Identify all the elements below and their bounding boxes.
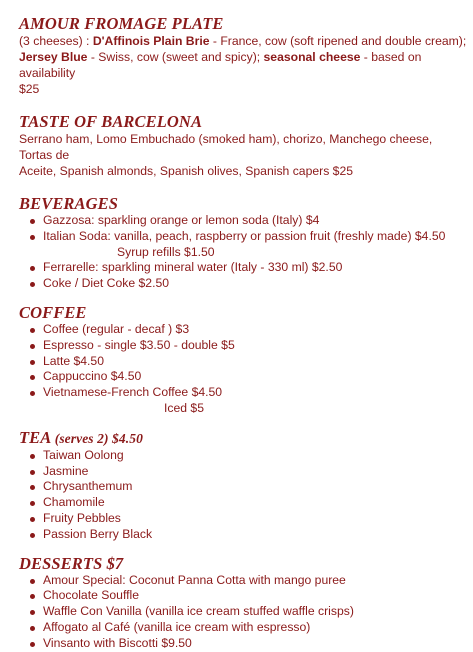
- tea-list: [19, 448, 467, 543]
- list-item: Latte $4.50: [19, 354, 467, 370]
- section-amour-fromage: [19, 14, 467, 97]
- section-title-beverages: BEVERAGES: [19, 194, 119, 213]
- section-taste-of-barcelona: [19, 112, 467, 179]
- amour-line-2: [19, 49, 467, 81]
- tea-title: TEA: [19, 427, 51, 447]
- list-item: Fruity Pebbles: [19, 511, 467, 527]
- coffee-list: [19, 322, 467, 417]
- list-item: Chocolate Souffle: [19, 588, 467, 604]
- list-item: Cappuccino $4.50: [19, 369, 467, 385]
- section-title-tea: [19, 428, 467, 448]
- amour-line-1: [19, 33, 467, 49]
- barcelona-line-1: Serrano ham, Lomo Embuchado (smoked ham), chorizo, Manchego cheese, Tortas de: [19, 132, 433, 162]
- section-title-barcelona: TASTE OF BARCELONA: [19, 112, 203, 131]
- list-item: Passion Berry Black: [19, 527, 467, 543]
- list-item: Chrysanthemum: [19, 479, 467, 495]
- section-desserts: [19, 554, 467, 652]
- section-tea: [19, 428, 467, 543]
- list-item: Italian Soda: vanilla, peach, raspberry or passion fruit (freshly made) $4.50: [19, 229, 467, 245]
- list-item: Affogato al Café (vanilla ice cream with espresso): [19, 620, 467, 636]
- amour-jersey-desc: - Swiss, cow (sweet and spicy);: [87, 50, 264, 64]
- list-item: Gazzosa: sparkling orange or lemon soda (Italy) $4: [19, 213, 467, 229]
- section-title-coffee: COFFEE: [19, 302, 87, 322]
- section-title-amour: AMOUR FROMAGE PLATE: [19, 14, 224, 33]
- beverages-list: [19, 213, 467, 292]
- desserts-list: [19, 573, 467, 652]
- iced-coffee-note: Iced $5: [164, 400, 204, 415]
- menu-page: [19, 14, 467, 652]
- barcelona-line-2: Aceite, Spanish almonds, Spanish olives, Spanish capers $25: [19, 164, 354, 178]
- list-item: Vietnamese-French Coffee $4.50: [19, 385, 467, 401]
- list-item: Coke / Diet Coke $2.50: [19, 276, 467, 292]
- amour-seasonal-desc: - based on availability: [19, 50, 422, 80]
- amour-cheese-count: (3 cheeses) :: [19, 34, 93, 48]
- list-item: Waffle Con Vanilla (vanilla ice cream stuffed waffle crisps): [19, 604, 467, 620]
- list-item: Vinsanto with Biscotti $9.50: [19, 636, 467, 652]
- amour-cheese-seasonal: seasonal cheese: [263, 50, 361, 64]
- list-item: Espresso - single $3.50 - double $5: [19, 338, 467, 354]
- list-item: Taiwan Oolong: [19, 448, 467, 464]
- section-coffee: [19, 303, 467, 417]
- amour-cheese-brie: D'Affinois Plain Brie: [92, 34, 210, 48]
- list-item: Ferrarelle: sparkling mineral water (Italy - 330 ml) $2.50: [19, 260, 467, 276]
- list-item: Jasmine: [19, 464, 467, 480]
- list-item: Amour Special: Coconut Panna Cotta with mango puree: [19, 573, 467, 589]
- list-item: Chamomile: [19, 495, 467, 511]
- tea-subtitle: (serves 2) $4.50: [54, 430, 143, 446]
- syrup-refills-note: Syrup refills $1.50: [117, 244, 215, 259]
- amour-brie-desc: - France, cow (soft ripened and double cream);: [209, 34, 467, 48]
- section-beverages: [19, 194, 467, 292]
- amour-price: $25: [19, 82, 40, 96]
- list-item: Coffee (regular - decaf ) $3: [19, 322, 467, 338]
- section-title-desserts: DESSERTS $7: [19, 553, 124, 573]
- amour-cheese-jersey: Jersey Blue: [19, 50, 88, 64]
